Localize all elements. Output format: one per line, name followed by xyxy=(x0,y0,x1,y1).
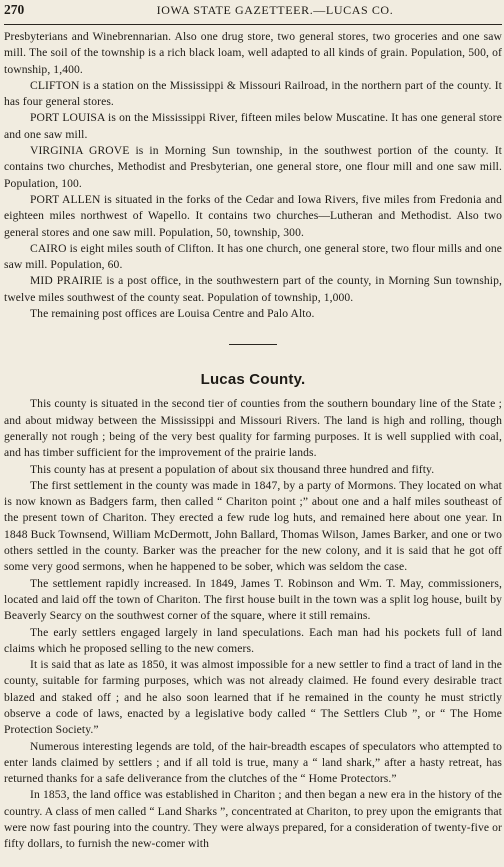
paragraph-cairo: CAIRO is eight miles south of Clifton. It has one church, one general store, two flour mills and one saw mill. Population, 60. xyxy=(4,241,502,272)
paragraph-mid-prairie: MID PRAIRIE is a post office, in the southwestern part of the county, in Morning Sun township, twelve miles southwest of the county seat. Population of township, 1,000. xyxy=(4,274,502,304)
paragraph-port-louisa: PORT LOUISA is on the Mississippi River, fifteen miles below Muscatine. It has one general store and one saw mill. xyxy=(4,111,502,141)
paragraph: In 1853, the land office was established in Chariton ; and then began a new era in the history of the country. A class of men called “ Land Sharks ”, concentrated at Chariton, to prey upon the emigrants that were now fast pouring into the country. They were always prepared, for a consideration of twenty-five or fifty dollars, to furnish the new-comer with xyxy=(4,788,502,851)
section-heading: Lucas County. xyxy=(200,371,306,389)
paragraph-port-allen: PORT ALLEN is situated in the forks of the Cedar and Iowa Rivers, five miles from Fredonia and eighteen miles northwest of Wapello. It contains two churches—Lutheran and Methodist. Also two general stores and one saw mill. Population, 50, township, 300. xyxy=(4,192,502,239)
running-head xyxy=(4,0,502,24)
paragraph-clifton: CLIFTON is a station on the Mississippi & Missouri Railroad, in the northern part of the county. It has four general stores. xyxy=(4,78,502,109)
header-rule xyxy=(4,24,502,25)
paragraph: The early settlers engaged largely in land speculations. Each man had his pockets full of land claims which he proposed selling to the new comers. xyxy=(4,625,502,655)
running-title: IOWA STATE GAZETTEER.—LUCAS CO. xyxy=(156,3,394,17)
section-divider xyxy=(229,344,277,345)
paragraph-remaining-post-offices: The remaining post offices are Louisa Centre and Palo Alto. xyxy=(30,307,315,321)
louisa-county-continuation xyxy=(4,29,502,322)
lucas-county-section xyxy=(4,371,502,852)
paragraph: This county is situated in the second tier of counties from the southern boundary line of the State ; and about midway between the Mississippi and Missouri Rivers. The land is high and rolling, though generally not rough ; being of the very best quality for farming purposes. It is well supplied with coal, and has timber sufficient for the improvement of the prairie lands. xyxy=(4,397,502,460)
paragraph: This county has at present a population of about six thousand three hundred and fifty. xyxy=(30,462,435,476)
paragraph: The settlement rapidly increased. In 1849, James T. Robinson and Wm. T. May, commissioners, located and laid off the town of Chariton. The first house built in the town was a split log house, built by Beaverly Searcy on the southwest corner of the square, where it still remains. xyxy=(4,576,502,623)
paragraph-virginia-grove: VIRGINIA GROVE is in Morning Sun township, in the southwest portion of the county. It contains two churches, Methodist and Presbyterian, one general store, one flour mill and one saw mill. Population, 100. xyxy=(4,144,502,190)
page-number: 270 xyxy=(4,2,25,17)
paragraph: It is said that as late as 1850, it was almost impossible for a new settler to find a tract of land in the county, suitable for farming purposes, which was not already claimed. He found every desirable tract blazed and staked off ; and he also soon learned that if he remained in the county he must strictly observe a code of laws, enacted by a legislative body called “ The Settlers Club ”, or “ The Home Protection Society.” xyxy=(4,658,502,737)
paragraph: Presbyterians and Winebrennarian. Also one drug store, two general stores, two groceries and one saw mill. The soil of the township is a rich black loam, well adapted to all kinds of grain. Population, 500, of township, 1,400. xyxy=(4,30,502,76)
paragraph: Numerous interesting legends are told, of the hair-breadth escapes of speculators who attempted to enter lands claimed by settlers ; and if all told is true, many a “ land shark,” after a hasty retreat, has returned thanks for a safe deliverance from the clutches of the “ Home Protectors.” xyxy=(4,739,502,786)
paragraph: The first settlement in the county was made in 1847, by a party of Mormons. They located on what is now known as Badgers farm, then called “ Chariton point ;” about one and a half miles southeast of the present town of Chariton. They erected a few rude log huts, and remained here about one year. In 1848 Buck Townsend, William McDermott, John Ballard, Thomas Wilson, James Barker, and one or two others settled in the county. Barker was the preacher for the new colony, and it is said that he got off some very good sermons, when he happened to be sober, which was seldom the case. xyxy=(4,478,502,574)
